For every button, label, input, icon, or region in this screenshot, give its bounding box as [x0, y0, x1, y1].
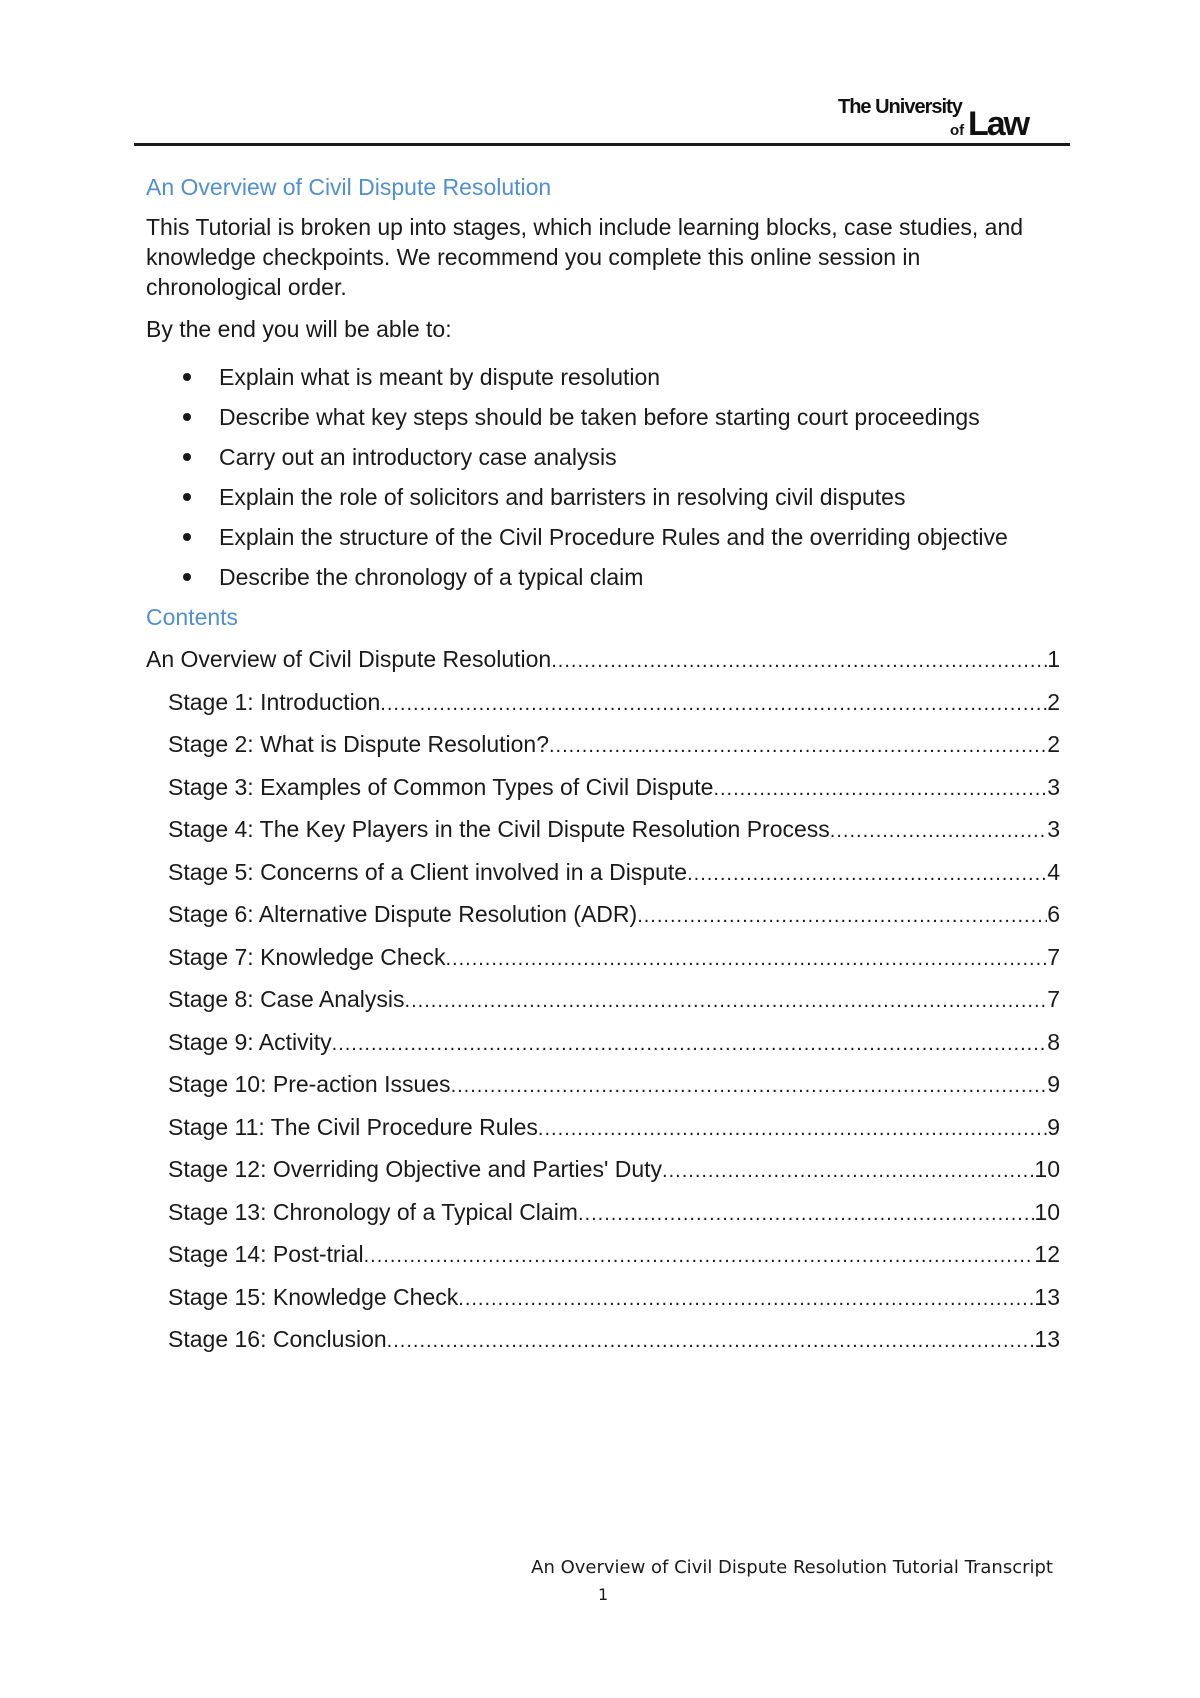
objectives-lead: By the end you will be able to: — [146, 316, 452, 342]
toc-entry-title: Stage 11: The Civil Procedure Rules — [168, 1113, 538, 1140]
logo-line-1: The University — [838, 96, 962, 118]
toc-entry[interactable] — [146, 1282, 1060, 1312]
bullet-icon — [183, 453, 191, 461]
toc-entry-title: Stage 13: Chronology of a Typical Claim — [168, 1198, 578, 1225]
toc-dot-leader — [713, 774, 1047, 802]
toc-entry-title: Stage 12: Overriding Objective and Parties' Duty — [168, 1156, 663, 1182]
toc-entry-title: Stage 2: What is Dispute Resolution? — [168, 731, 549, 757]
contents-heading: Contents — [146, 604, 239, 630]
toc-entry-title: Stage 1: Introduction — [168, 688, 381, 715]
bullet-icon — [183, 573, 191, 581]
objectives-list — [146, 362, 1060, 592]
toc-dot-leader — [445, 944, 1047, 972]
toc-entry-title: An Overview of Civil Dispute Resolution — [146, 646, 552, 672]
objective-item — [146, 522, 1060, 552]
toc-dot-leader — [637, 901, 1047, 929]
toc-entry-title: Stage 16: Conclusion — [168, 1326, 387, 1352]
document-body — [146, 172, 1060, 1367]
toc-page-number: 9 — [1047, 1113, 1060, 1140]
toc-dot-leader — [405, 986, 1048, 1014]
toc-page-number: 7 — [1047, 943, 1060, 970]
intro-paragraph: This Tutorial is broken up into stages, which include learning blocks, case studies, and knowledge checkpoints. We recommend you complete this online session in chronological order. — [146, 214, 1024, 300]
objective-text: Describe the chronology of a typical claim — [219, 564, 644, 590]
toc-page-number: 3 — [1047, 816, 1060, 842]
toc-dot-leader — [332, 1029, 1048, 1057]
toc-entry-title: Stage 9: Activity — [168, 1028, 332, 1055]
bullet-icon — [183, 533, 191, 541]
objective-text: Carry out an introductory case analysis — [219, 444, 617, 470]
bullet-icon — [183, 413, 191, 421]
objective-item — [146, 362, 1060, 392]
toc-entry-title: Stage 8: Case Analysis — [168, 986, 405, 1012]
logo-word: Law — [968, 105, 1029, 141]
objective-text: Explain the role of solicitors and barristers in resolving civil disputes — [219, 484, 906, 510]
toc-dot-leader — [538, 1114, 1047, 1142]
objective-text: Explain what is meant by dispute resolution — [219, 364, 661, 390]
bullet-icon — [183, 493, 191, 501]
bullet-icon — [183, 373, 191, 381]
toc-entry[interactable] — [146, 1154, 1060, 1184]
toc-entry-title: Stage 15: Knowledge Check — [168, 1283, 459, 1310]
toc-entry-title: Stage 6: Alternative Dispute Resolution (ADR) — [168, 901, 638, 927]
toc-page-number: 7 — [1047, 986, 1060, 1012]
toc-page-number: 12 — [1034, 1241, 1060, 1267]
toc-page-number: 9 — [1047, 1071, 1060, 1097]
toc-dot-leader — [578, 1199, 1034, 1227]
toc-page-number: 4 — [1047, 858, 1060, 885]
logo-of: of — [950, 122, 965, 139]
footer-page-number: 1 — [598, 1585, 609, 1604]
toc-entry[interactable] — [146, 1197, 1060, 1227]
objective-text: Describe what key steps should be taken before starting court proceedings — [219, 404, 980, 430]
toc-dot-leader — [458, 1284, 1034, 1312]
toc-entry[interactable] — [146, 1069, 1060, 1099]
toc-page-number: 2 — [1047, 688, 1060, 715]
university-logo — [838, 95, 1058, 141]
toc-entry-title: Stage 5: Concerns of a Client involved in a Dispute — [168, 858, 688, 885]
toc-page-number: 1 — [1047, 646, 1060, 672]
toc-page-number: 8 — [1047, 1028, 1060, 1055]
toc-entry[interactable] — [146, 644, 1060, 674]
toc-entry[interactable] — [146, 729, 1060, 759]
objective-item — [146, 482, 1060, 512]
toc-entry[interactable] — [146, 814, 1060, 844]
toc-page-number: 3 — [1047, 773, 1060, 800]
toc-entry-title: Stage 14: Post-trial — [168, 1241, 364, 1267]
toc-dot-leader — [380, 689, 1047, 717]
toc-page-number: 10 — [1034, 1156, 1060, 1182]
toc-dot-leader — [387, 1326, 1035, 1354]
objective-text: Explain the structure of the Civil Procedure Rules and the overriding objective — [219, 524, 1008, 550]
document-title: An Overview of Civil Dispute Resolution — [146, 174, 552, 200]
toc-page-number: 6 — [1047, 901, 1060, 927]
toc-dot-leader — [687, 859, 1047, 887]
toc-entry[interactable] — [146, 1112, 1060, 1142]
toc-entry[interactable] — [146, 857, 1060, 887]
toc-page-number: 13 — [1034, 1326, 1060, 1352]
toc-entry[interactable] — [146, 899, 1060, 929]
toc-dot-leader — [364, 1241, 1035, 1269]
table-of-contents — [146, 644, 1060, 1354]
toc-page-number: 13 — [1034, 1283, 1060, 1310]
header-divider — [134, 143, 1070, 146]
toc-entry-title: Stage 7: Knowledge Check — [168, 943, 446, 970]
toc-entry[interactable] — [146, 772, 1060, 802]
toc-entry[interactable] — [146, 687, 1060, 717]
toc-entry-title: Stage 3: Examples of Common Types of Civil Dispute — [168, 773, 714, 800]
toc-entry-title: Stage 4: The Key Players in the Civil Dispute Resolution Process — [168, 816, 830, 842]
objective-item — [146, 402, 1060, 432]
toc-page-number: 2 — [1047, 731, 1060, 757]
toc-entry[interactable] — [146, 942, 1060, 972]
toc-page-number: 10 — [1034, 1198, 1060, 1225]
toc-dot-leader — [830, 816, 1047, 844]
objective-item — [146, 442, 1060, 472]
toc-entry[interactable] — [146, 1239, 1060, 1269]
university-of-law-logo-icon — [838, 95, 1058, 141]
toc-dot-leader — [549, 731, 1047, 759]
objective-item — [146, 562, 1060, 592]
toc-entry[interactable] — [146, 984, 1060, 1014]
footer-title: An Overview of Civil Dispute Resolution Tutorial Transcript — [531, 1557, 1053, 1578]
toc-dot-leader — [551, 646, 1047, 674]
toc-dot-leader — [451, 1071, 1048, 1099]
toc-dot-leader — [662, 1156, 1034, 1184]
toc-entry-title: Stage 10: Pre-action Issues — [168, 1071, 451, 1097]
toc-entry[interactable] — [146, 1324, 1060, 1354]
toc-entry[interactable] — [146, 1027, 1060, 1057]
